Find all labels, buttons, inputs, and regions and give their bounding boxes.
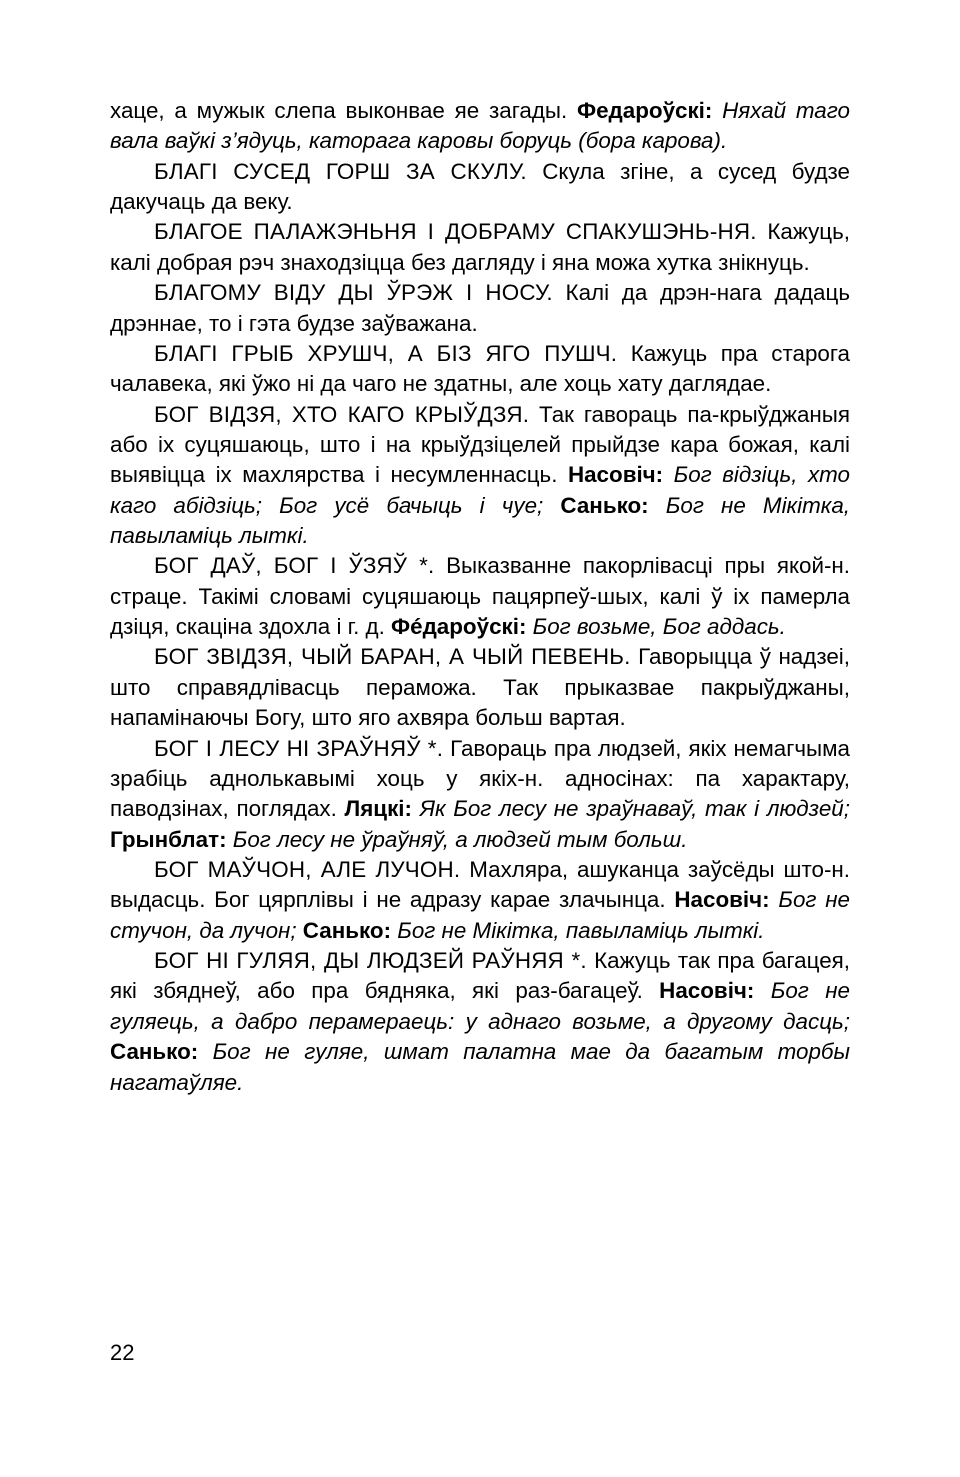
entry-citation: Бог лесу не ўраўняў, а людзей тым больш. <box>232 826 688 852</box>
entry-headword: БОГ ВІДЗЯ, ХТО КАГО КРЫЎДЗЯ. <box>154 401 530 427</box>
entry-source-name: Ляцкі: <box>344 796 412 822</box>
dictionary-entry <box>110 734 850 855</box>
entry-definition-text <box>649 493 666 518</box>
dictionary-entry <box>110 946 850 1098</box>
entry-citation: Бог не гуляець, а дабро перамераець: у аднаго возьме, а другому дасць; <box>110 978 850 1034</box>
entry-source-name: Санько: <box>110 1039 199 1065</box>
entry-definition-text <box>754 978 770 1003</box>
entry-citation: Бог не гуляе, шмат палатна мае да багатым торбы нагатаўляе. <box>110 1039 850 1095</box>
entry-definition-text: Так гавораць па-крыўджаныя або іх суцяшаюць, што і на крыўдзіцелей прыйдзе кара божая, калі выявіцца іх махлярства і несумленнасць. <box>110 401 850 488</box>
entry-definition-text: Кажуць так пра багацея, які збяднеў, або пра бядняка, які раз-багацеў. <box>110 948 850 1004</box>
entry-citation: Бог возьме, Бог аддась. <box>532 614 786 640</box>
entry-source-name: Федароўскі: <box>576 98 713 123</box>
entry-headword: БОГ ЗВІДЗЯ, ЧЫЙ БАРАН, А ЧЫЙ ПЕВЕНЬ. <box>154 644 631 670</box>
dictionary-entry <box>110 855 850 946</box>
entry-source-name: Фéдароўскі: <box>391 614 527 640</box>
entry-definition-text <box>712 98 722 123</box>
entry-definition-text: Кажуць пра старога чалавека, які ўжо ні да чаго не здатны, але хоць хату даглядае. <box>110 340 850 397</box>
page-text-block <box>110 96 850 1098</box>
dictionary-entry <box>110 339 850 400</box>
entry-citation: Бог не Мікітка, павыламіць лыткі. <box>110 492 850 549</box>
dictionary-entry <box>110 157 850 218</box>
entry-headword: БЛАГІ ГРЫБ ХРУШЧ, А БІЗ ЯГО ПУШЧ. <box>154 340 618 366</box>
entry-definition-text: Скула згіне, а сусед будзе дакучаць да веку. <box>110 158 850 215</box>
entry-source-name: Насовіч: <box>567 462 664 488</box>
entry-citation: Бог не Мікітка, павыламіць лыткі. <box>397 917 765 943</box>
entry-citation: Няхай таго вала ваўкі з’ядуць, каторага каровы боруць (бора карова). <box>110 98 850 154</box>
entry-definition-text <box>412 796 420 821</box>
entry-headword: БОГ І ЛЕСУ НІ ЗРАЎНЯЎ *. <box>154 735 444 761</box>
entry-citation: Як Бог лесу не зраўнаваў, так і людзей; <box>419 796 850 822</box>
dictionary-entry <box>110 642 850 733</box>
page-number: 22 <box>110 1340 135 1365</box>
dictionary-entry <box>110 217 850 278</box>
entry-definition-text <box>198 1039 212 1064</box>
entry-headword: БОГ МАЎЧОН, АЛЕ ЛУЧОН. <box>154 856 461 882</box>
entry-source-name: Грынблат: <box>110 826 227 852</box>
entry-headword: БОГ НІ ГУЛЯЯ, ДЫ ЛЮДЗЕЙ РАЎНЯЯ *. <box>154 948 587 974</box>
entry-source-name: Санько: <box>302 917 392 943</box>
entry-source-name: Насовіч: <box>674 887 770 913</box>
dictionary-entry <box>110 551 850 642</box>
dictionary-entry <box>110 400 850 552</box>
entry-source-name: Санько: <box>560 492 649 518</box>
entry-headword: БЛАГІ СУСЕД ГОРШ ЗА СКУЛУ. <box>154 158 527 184</box>
entry-definition-text: Гавораць пра людзей, якіх немагчыма зрабіць аднолькавымі хоць у якіх-н. адносінах: па характару, паводзінах, поглядах. <box>110 735 850 822</box>
dictionary-entry <box>110 96 850 157</box>
entry-definition-text: Выказванне пакорлівасці пры якой-н. страце. Такімі словамі суцяшаюць пацярпеў-шых, калі ў іх памерла дзіця, скаціна здохла і г. д. <box>110 553 850 640</box>
entry-definition-text: Кажуць, калі добрая рэч знаходзіцца без дагляду і яна можа хутка знікнуць. <box>110 219 850 275</box>
entry-definition-text <box>663 462 674 487</box>
entry-definition-text: Гаворыцца ў надзеі, што справядлівасць пераможа. Так прыказвае пакрыўджаны, напамінаючы Богу, што яго ахвяра больш вартая. <box>110 644 850 731</box>
entry-citation: Бог відзіць, хто каго абідзіць; Бог усё бачыць і чуе; <box>110 462 850 518</box>
entry-headword: БОГ ДАЎ, БОГ І ЎЗЯЎ *. <box>154 553 435 579</box>
entry-headword: БЛАГОМУ ВІДУ ДЫ ЎРЭЖ І НОСУ. <box>154 280 553 306</box>
entry-definition-text: Калі да дрэн-нага дадаць дрэннае, то і гэта будзе заўважана. <box>110 280 850 336</box>
entry-headword: БЛАГОЕ ПАЛАЖЭНЬНЯ І ДОБРАМУ СПАКУШЭНЬ-НЯ. <box>154 219 757 245</box>
dictionary-entry <box>110 278 850 339</box>
entry-definition-text: Махляра, ашуканца заўсёды што-н. выдасць. Бог цярплівы і не адразу карае злачынца. <box>110 856 850 913</box>
entry-definition-text: хаце, а мужык слепа выконвае яе загады. <box>110 98 577 123</box>
entry-definition-text <box>543 493 560 518</box>
entry-citation: Бог не стучон, да лучон; <box>110 887 850 943</box>
entry-source-name: Насовіч: <box>659 978 755 1004</box>
